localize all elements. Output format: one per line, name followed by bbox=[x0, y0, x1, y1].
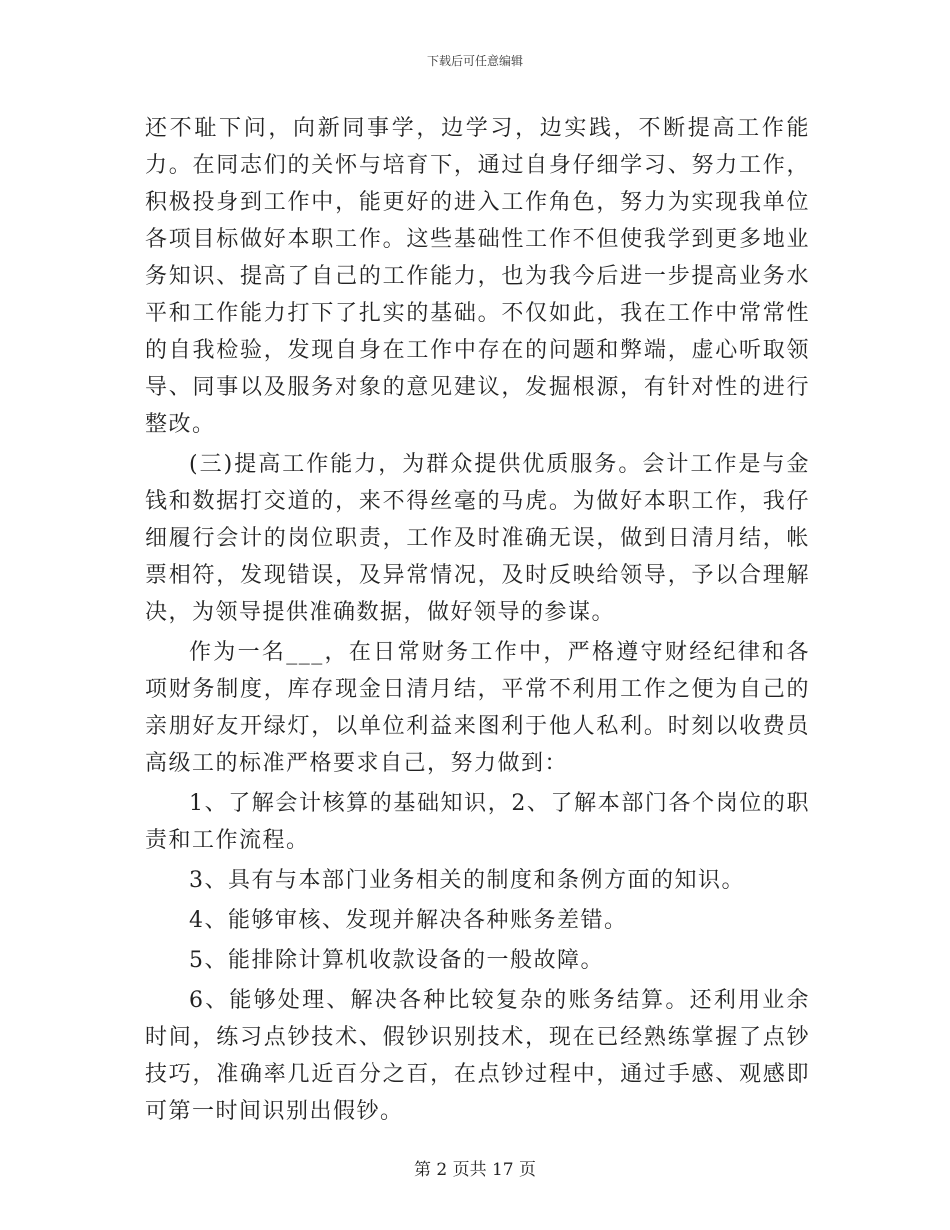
list-item-1-2: 1、了解会计核算的基础知识，2、了解本部门各个岗位的职责和工作流程。 bbox=[145, 791, 810, 853]
document-body bbox=[145, 110, 810, 1130]
list-item-3: 3、具有与本部门业务相关的制度和条例方面的知识。 bbox=[189, 868, 745, 893]
paragraph-continuation: 还不耻下问，向新同事学，边学习，边实践，不断提高工作能力。在同志们的关怀与培育下，通过自身仔细学习、努力工作，积极投身到工作中，能更好的进入工作角色，努力为实现我单位各项目标做好本职工作。这些基础性工作不但使我学到更多地业务知识、提高了自己的工作能力，也为我今后进一步提高业务水平和工作能力打下了扎实的基础。不仅如此，我在工作中常常性的自我检验，发现自身在工作中存在的问题和弊端，虚心听取领导、同事以及服务对象的意见建议，发掘根源，有针对性的进行整改。 bbox=[145, 116, 810, 437]
page-footer: 第 2 页共 17 页 bbox=[413, 1160, 537, 1180]
list-item-5: 5、能排除计算机收款设备的一般故障。 bbox=[189, 948, 604, 973]
paragraph-section-three: (三)提高工作能力，为群众提供优质服务。会计工作是与金钱和数据打交道的，来不得丝毫的马虎。为做好本职工作，我仔细履行会计的岗位职责，工作及时准确无误，做到日清月结，帐票相符，发现错误，及异常情况，及时反映给领导，予以合理解决，为领导提供准确数据，做好领导的参谋。 bbox=[145, 452, 810, 625]
paragraph-duties: 作为一名___，在日常财务工作中，严格遵守财经纪律和各项财务制度，库存现金日清月结，平常不利用工作之便为自己的亲朋好友开绿灯，以单位利益来图利于他人私利。时刻以收费员高级工的标准严格要求自己，努力做到： bbox=[145, 640, 810, 776]
list-item-4: 4、能够审核、发现并解决各种账务差错。 bbox=[189, 908, 628, 933]
page-header: 下载后可任意编辑 bbox=[426, 54, 523, 68]
list-item-6: 6、能够处理、解决各种比较复杂的账务结算。还利用业余时间，练习点钞技术、假钞识别技术，现在已经熟练掌握了点钞技巧，准确率几近百分之百，在点钞过程中，通过手感、观感即可第一时间识别出假钞。 bbox=[145, 988, 810, 1124]
